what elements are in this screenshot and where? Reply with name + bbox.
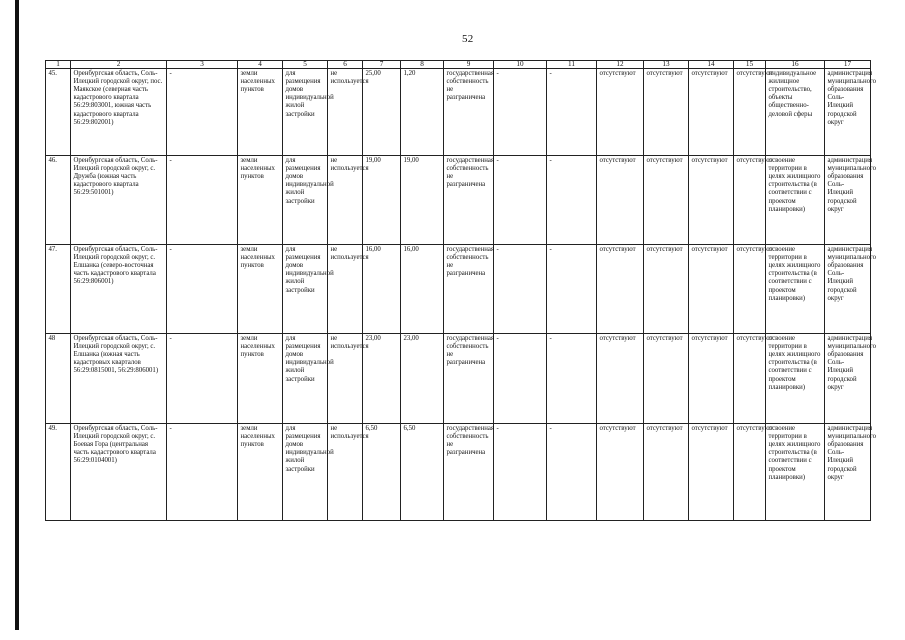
ownership: государственная собственность не разграничена <box>444 334 494 424</box>
area-total: 25,00 <box>363 69 401 156</box>
column-header: 4 <box>238 61 283 69</box>
column-header: 14 <box>689 61 734 69</box>
land-category: земли населенных пунктов <box>238 245 283 334</box>
area-free: 19,00 <box>401 156 444 245</box>
cell-col15: отсутствуют <box>734 334 766 424</box>
cell-col15: отсутствуют <box>734 245 766 334</box>
permitted-use: для размещения домов индивидуальной жилой застройки <box>283 424 328 521</box>
ownership: государственная собственность не разграничена <box>444 156 494 245</box>
cell-col12: отсутствуют <box>597 245 644 334</box>
land-category: земли населенных пунктов <box>238 69 283 156</box>
page-edge-bar <box>15 0 19 630</box>
cell-col15: отсутствуют <box>734 424 766 521</box>
row-number: 49. <box>46 424 71 521</box>
cell-col11: - <box>547 245 597 334</box>
land-category: земли населенных пунктов <box>238 334 283 424</box>
column-header: 3 <box>167 61 238 69</box>
cell-col11: - <box>547 156 597 245</box>
authority: администрация муниципального образования Соль-Илецкий городской округ <box>825 69 871 156</box>
cell-col11: - <box>547 334 597 424</box>
actual-use: не используется <box>328 69 363 156</box>
table-row <box>46 69 871 156</box>
permitted-use: для размещения домов индивидуальной жилой застройки <box>283 69 328 156</box>
cell-col13: отсутствуют <box>644 245 689 334</box>
cadastral-number: - <box>167 424 238 521</box>
plot-location: Оренбургская область, Соль-Илецкий городской округ, с. Елшанка (северо-восточная часть кадастрового квартала 56:29:806001) <box>71 245 167 334</box>
cadastral-number: - <box>167 334 238 424</box>
table-row <box>46 156 871 245</box>
row-number: 45. <box>46 69 71 156</box>
cell-col14: отсутствуют <box>689 156 734 245</box>
page-number: 52 <box>462 33 474 45</box>
column-header: 5 <box>283 61 328 69</box>
cadastral-number: - <box>167 69 238 156</box>
row-number: 46. <box>46 156 71 245</box>
land-plots-table <box>45 60 877 521</box>
actual-use: не используется <box>328 334 363 424</box>
table-row <box>46 245 871 334</box>
column-header: 13 <box>644 61 689 69</box>
ownership: государственная собственность не разграничена <box>444 245 494 334</box>
actual-use: не используется <box>328 245 363 334</box>
permitted-use: для размещения домов индивидуальной жилой застройки <box>283 334 328 424</box>
cell-col13: отсутствуют <box>644 156 689 245</box>
column-header: 10 <box>494 61 547 69</box>
cell-col12: отсутствуют <box>597 334 644 424</box>
cadastral-number: - <box>167 156 238 245</box>
plot-location: Оренбургская область, Соль-Илецкий городской округ, с. Дружба (южная часть кадастрового квартала 56:29:501001) <box>71 156 167 245</box>
cell-col10: - <box>494 156 547 245</box>
intended-use: освоение территории в целях жилищного строительства (в соответствии с проектом планировки) <box>766 334 825 424</box>
land-category: земли населенных пунктов <box>238 424 283 521</box>
area-total: 6,50 <box>363 424 401 521</box>
cell-col14: отсутствуют <box>689 334 734 424</box>
column-header: 9 <box>444 61 494 69</box>
cell-col11: - <box>547 69 597 156</box>
intended-use: освоение территории в целях жилищного строительства (в соответствии с проектом планировки) <box>766 245 825 334</box>
column-header: 1 <box>46 61 71 69</box>
column-header: 8 <box>401 61 444 69</box>
table-row <box>46 334 871 424</box>
area-free: 16,00 <box>401 245 444 334</box>
permitted-use: для размещения домов индивидуальной жилой застройки <box>283 245 328 334</box>
ownership: государственная собственность не разграничена <box>444 69 494 156</box>
actual-use: не используется <box>328 424 363 521</box>
area-total: 19,00 <box>363 156 401 245</box>
row-number: 48 <box>46 334 71 424</box>
cell-col14: отсутствуют <box>689 424 734 521</box>
cell-col10: - <box>494 424 547 521</box>
cell-col12: отсутствуют <box>597 424 644 521</box>
column-header: 2 <box>71 61 167 69</box>
authority: администрация муниципального образования Соль-Илецкий городской округ <box>825 334 871 424</box>
area-total: 16,00 <box>363 245 401 334</box>
column-header: 6 <box>328 61 363 69</box>
area-total: 23,00 <box>363 334 401 424</box>
cell-col13: отсутствуют <box>644 334 689 424</box>
ownership: государственная собственность не разграничена <box>444 424 494 521</box>
row-number: 47. <box>46 245 71 334</box>
cell-col12: отсутствуют <box>597 156 644 245</box>
cell-col13: отсутствуют <box>644 69 689 156</box>
area-free: 6,50 <box>401 424 444 521</box>
area-free: 23,00 <box>401 334 444 424</box>
authority: администрация муниципального образования Соль-Илецкий городской округ <box>825 156 871 245</box>
intended-use: индивидуальное жилищное строительство, объекты общественно-деловой сферы <box>766 69 825 156</box>
cell-col15: отсутствуют <box>734 156 766 245</box>
area-free: 1,20 <box>401 69 444 156</box>
plot-location: Оренбургская область, Соль-Илецкий городской округ, с. Боевая Гора (центральная часть кадастрового квартала 56:29:0104001) <box>71 424 167 521</box>
column-header: 15 <box>734 61 766 69</box>
header-row <box>46 61 871 69</box>
authority: администрация муниципального образования Соль-Илецкий городской округ <box>825 245 871 334</box>
cadastral-number: - <box>167 245 238 334</box>
cell-col11: - <box>547 424 597 521</box>
cell-col10: - <box>494 245 547 334</box>
authority: администрация муниципального образования Соль-Илецкий городской округ <box>825 424 871 521</box>
column-header: 16 <box>766 61 825 69</box>
intended-use: освоение территории в целях жилищного строительства (в соответствии с проектом планировки) <box>766 424 825 521</box>
plot-location: Оренбургская область, Соль-Илецкий городской округ, пос. Маякское (северная часть кадастрового квартала 56:29:803001, южная часть кадастрового квартала 56:29:802001) <box>71 69 167 156</box>
column-header: 7 <box>363 61 401 69</box>
column-header: 11 <box>547 61 597 69</box>
cell-col12: отсутствуют <box>597 69 644 156</box>
column-header: 12 <box>597 61 644 69</box>
cell-col10: - <box>494 334 547 424</box>
cell-col15: отсутствуют <box>734 69 766 156</box>
land-category: земли населенных пунктов <box>238 156 283 245</box>
cell-col14: отсутствуют <box>689 245 734 334</box>
cell-col13: отсутствуют <box>644 424 689 521</box>
plot-location: Оренбургская область, Соль-Илецкий городской округ, с. Елшанка (южная часть кадастровых кварталов 56:29:0815001, 56:29:806001) <box>71 334 167 424</box>
cell-col10: - <box>494 69 547 156</box>
actual-use: не используется <box>328 156 363 245</box>
table-row <box>46 424 871 521</box>
cell-col14: отсутствуют <box>689 69 734 156</box>
column-header: 17 <box>825 61 871 69</box>
intended-use: освоение территории в целях жилищного строительства (в соответствии с проектом планировки) <box>766 156 825 245</box>
permitted-use: для размещения домов индивидуальной жилой застройки <box>283 156 328 245</box>
